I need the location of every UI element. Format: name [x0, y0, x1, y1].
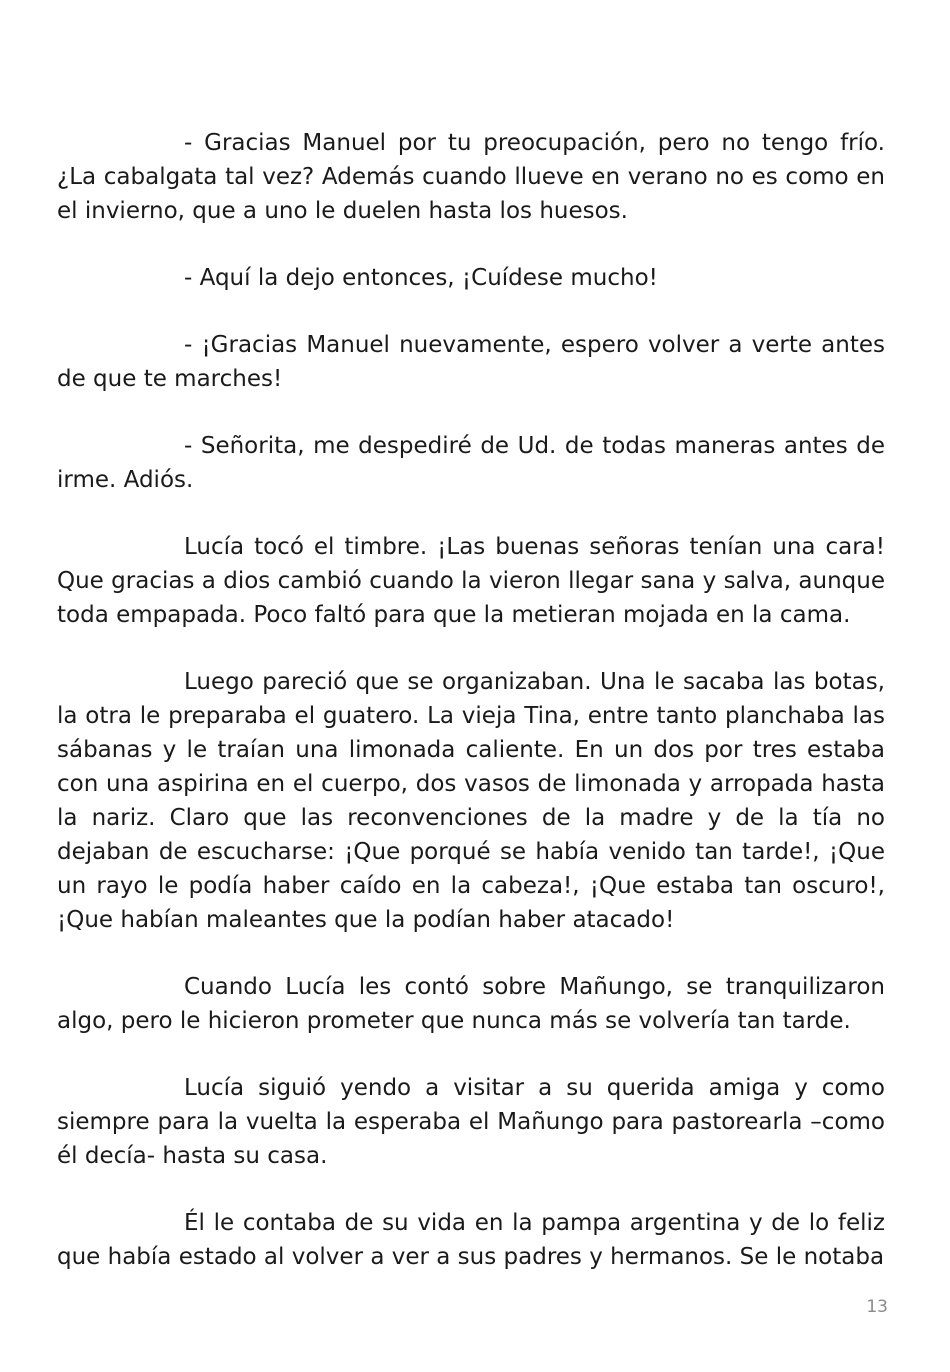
paragraph-1: - Gracias Manuel por tu preocupación, pero no tengo frío. ¿La cabalgata tal vez? Además cuando llueve en verano no es como en el invierno, que a uno le duelen hasta los huesos. [57, 130, 885, 224]
paragraph-9: Él le contaba de su vida en la pampa argentina y de lo feliz que había estado al volver a ver a sus padres y hermanos. Se le notaba [57, 1210, 885, 1270]
paragraph-8: Lucía siguió yendo a visitar a su querida amiga y como siempre para la vuelta la esperaba el Mañungo para pastorearla –como él decía- hasta su casa. [57, 1075, 885, 1169]
paragraph-4: - Señorita, me despediré de Ud. de todas maneras antes de irme. Adiós. [57, 433, 885, 493]
body-text [57, 126, 885, 1274]
paragraph-7: Cuando Lucía les contó sobre Mañungo, se tranquilizaron algo, pero le hicieron prometer que nunca más se volvería tan tarde. [57, 974, 885, 1034]
paragraph-6: Luego pareció que se organizaban. Una le sacaba las botas, la otra le preparaba el guatero. La vieja Tina, entre tanto planchaba las sábanas y le traían una limonada caliente. En un dos por tres estaba con una aspirina en el cuerpo, dos vasos de limonada y arropada hasta la nariz. Claro que las reconvenciones de la madre y de la tía no dejaban de escucharse: ¡Que porqué se había venido tan tarde!, ¡Que un rayo le podía haber caído en la cabeza!, ¡Que estaba tan oscuro!, ¡Que habían maleantes que la podían haber atacado! [57, 669, 885, 933]
paragraph-2: - Aquí la dejo entonces, ¡Cuídese mucho! [184, 265, 658, 291]
paragraph-3: - ¡Gracias Manuel nuevamente, espero volver a verte antes de que te marches! [57, 332, 885, 392]
paragraph-5: Lucía tocó el timbre. ¡Las buenas señoras tenían una cara! Que gracias a dios cambió cuando la vieron llegar sana y salva, aunque toda empapada. Poco faltó para que la metieran mojada en la cama. [57, 534, 885, 628]
page-number: 13 [866, 1297, 888, 1317]
